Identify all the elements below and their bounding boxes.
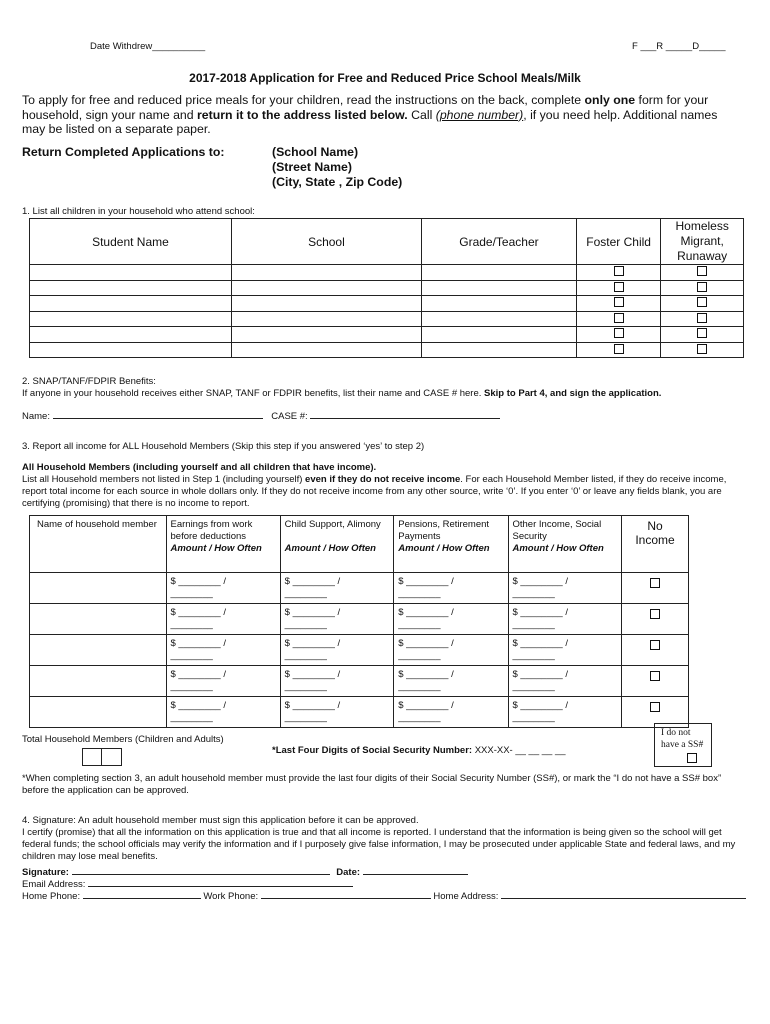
income-row (30, 604, 689, 635)
no-ssn-checkbox[interactable] (687, 753, 697, 763)
foster-child-checkbox[interactable] (614, 313, 624, 323)
col-student-name: Student Name (30, 219, 232, 265)
children-table-header (30, 219, 744, 265)
no-income-checkbox[interactable] (650, 702, 660, 712)
school-cell[interactable] (231, 296, 421, 312)
grade-teacher-cell[interactable] (421, 327, 576, 343)
frd-field[interactable]: F ___R _____D_____ (632, 41, 726, 52)
other-income-cell[interactable]: $ ________ / ________ (508, 604, 622, 635)
child-support-cell[interactable]: $ ________ / ________ (280, 697, 394, 728)
signature-row: Signature: Date: (22, 867, 468, 879)
student-name-cell[interactable] (30, 296, 232, 312)
col-no-income: No Income (622, 516, 689, 573)
certify-text: I certify (promise) that all the information on this application is true and that all income is reported. I understand that the information is being given so the school will get federal funds; the school officials may verify the information and if I purposely give false information, I may be prosecuted under applicable State and federal laws, and my children may lose meal benefits. (22, 827, 736, 862)
phone-number: (phone number) (435, 107, 524, 122)
ssn-row (272, 745, 566, 757)
no-income-cell (622, 604, 689, 635)
snap-name-row: Name: CASE #: (22, 411, 500, 423)
no-ssn-box: I do not have a SS# (654, 723, 712, 767)
other-income-cell[interactable]: $ ________ / ________ (508, 635, 622, 666)
child-support-cell[interactable]: $ ________ / ________ (280, 666, 394, 697)
foster-child-checkbox[interactable] (614, 344, 624, 354)
pensions-cell[interactable]: $ ________ / ________ (394, 635, 508, 666)
step3-instructions: List all Household members not listed in Step 1 (including yourself) even if they do not receive income. For each Household Member listed, if they do receive income, report total income for each source in whole dollars only. If they do not receive income from any other source, write ‘0’. If you enter ‘0’ or leave any fields blank, you are certifying (promising) that there is no income to report. (22, 474, 727, 509)
email-row: Email Address: (22, 879, 353, 891)
homeless-cell (661, 265, 744, 281)
date-input[interactable] (363, 874, 468, 875)
homeless-checkbox[interactable] (697, 282, 707, 292)
school-name: (School Name) (272, 145, 359, 159)
child-row (30, 280, 744, 296)
school-cell[interactable] (231, 342, 421, 358)
student-name-cell[interactable] (30, 342, 232, 358)
date-withdrew-field[interactable]: Date Withdrew__________ (90, 41, 206, 52)
income-row (30, 666, 689, 697)
child-row (30, 265, 744, 281)
earnings-cell[interactable]: $ ________ / ________ (166, 635, 280, 666)
child-support-cell[interactable]: $ ________ / ________ (280, 573, 394, 604)
pensions-cell[interactable]: $ ________ / ________ (394, 604, 508, 635)
return-address (272, 145, 402, 190)
child-support-cell[interactable]: $ ________ / ________ (280, 604, 394, 635)
household-member-name-cell[interactable] (30, 635, 167, 666)
earnings-cell[interactable]: $ ________ / ________ (166, 604, 280, 635)
col-other-income: Other Income, Social Security Amount / How Often (508, 516, 622, 573)
grade-teacher-cell[interactable] (421, 342, 576, 358)
no-income-checkbox[interactable] (650, 671, 660, 681)
household-member-name-cell[interactable] (30, 666, 167, 697)
earnings-cell[interactable]: $ ________ / ________ (166, 697, 280, 728)
student-name-cell[interactable] (30, 327, 232, 343)
intro-paragraph: To apply for free and reduced price meals for your children, read the instructions on the back, complete only one form for your household, sign your name and return it to the address listed below. Call (phone number), if you need help. Additional names may be listed on a separate paper. (22, 93, 718, 136)
school-cell[interactable] (231, 280, 421, 296)
foster-child-checkbox[interactable] (614, 297, 624, 307)
other-income-cell[interactable]: $ ________ / ________ (508, 697, 622, 728)
foster-child-checkbox[interactable] (614, 282, 624, 292)
home-phone-input[interactable] (83, 898, 201, 899)
col-earnings: Earnings from work before deductions Amount / How Often (166, 516, 280, 573)
col-homeless: Homeless Migrant, Runaway (661, 219, 744, 265)
no-income-checkbox[interactable] (650, 578, 660, 588)
snap-name-input[interactable] (53, 418, 263, 419)
foster-child-cell (576, 296, 660, 312)
income-table-header (30, 516, 689, 573)
form-title: 2017-2018 Application for Free and Reduced Price School Meals/Milk (189, 71, 581, 85)
phone-row: Home Phone: Work Phone: Home Address: (22, 891, 746, 903)
grade-teacher-cell[interactable] (421, 311, 576, 327)
homeless-cell (661, 342, 744, 358)
ssn-note: *When completing section 3, an adult household member must provide the last four digits of their Social Security Number (SS#), or mark the “I do not have a SS# box” before the application can be approved. (22, 773, 722, 796)
foster-child-checkbox[interactable] (614, 328, 624, 338)
step4-heading: 4. Signature: An adult household member must sign this application before it can be approved. (22, 815, 419, 826)
homeless-cell (661, 327, 744, 343)
work-phone-input[interactable] (261, 898, 431, 899)
grade-teacher-cell[interactable] (421, 265, 576, 281)
homeless-cell (661, 296, 744, 312)
foster-child-cell (576, 311, 660, 327)
child-support-cell[interactable]: $ ________ / ________ (280, 635, 394, 666)
grade-teacher-cell[interactable] (421, 296, 576, 312)
household-member-name-cell[interactable] (30, 697, 167, 728)
foster-child-cell (576, 342, 660, 358)
step3-heading: 3. Report all income for ALL Household Members (Skip this step if you answered ‘yes’ to step 2) (22, 441, 425, 452)
children-table (29, 218, 744, 358)
income-table (29, 515, 689, 728)
school-cell[interactable] (231, 327, 421, 343)
income-row (30, 697, 689, 728)
earnings-cell[interactable]: $ ________ / ________ (166, 573, 280, 604)
child-row (30, 296, 744, 312)
homeless-checkbox[interactable] (697, 266, 707, 276)
pensions-cell[interactable]: $ ________ / ________ (394, 573, 508, 604)
household-member-name-cell[interactable] (30, 604, 167, 635)
child-row (30, 311, 744, 327)
col-school: School (231, 219, 421, 265)
ssn-label: *Last Four Digits of Social Security Number: (272, 745, 473, 756)
case-number-input[interactable] (310, 418, 500, 419)
other-income-cell[interactable]: $ ________ / ________ (508, 573, 622, 604)
child-row (30, 342, 744, 358)
foster-child-cell (576, 265, 660, 281)
signature-input[interactable] (72, 874, 330, 875)
col-grade-teacher: Grade/Teacher (421, 219, 576, 265)
foster-child-checkbox[interactable] (614, 266, 624, 276)
homeless-cell (661, 311, 744, 327)
no-income-checkbox[interactable] (650, 640, 660, 650)
email-input[interactable] (88, 886, 353, 887)
student-name-cell[interactable] (30, 280, 232, 296)
student-name-cell[interactable] (30, 311, 232, 327)
ssn-input[interactable]: XXX-XX- __ __ __ __ (474, 745, 566, 756)
step3-subheading: All Household Members (including yourself and all children that have income). (22, 462, 377, 473)
step1-heading: 1. List all children in your household who attend school: (22, 206, 255, 217)
total-members-label: Total Household Members (Children and Adults) (22, 734, 224, 745)
income-row (30, 573, 689, 604)
homeless-checkbox[interactable] (697, 313, 707, 323)
homeless-checkbox[interactable] (697, 297, 707, 307)
return-label: Return Completed Applications to: (22, 145, 225, 159)
other-income-cell[interactable]: $ ________ / ________ (508, 666, 622, 697)
total-members-input[interactable] (82, 748, 122, 766)
pensions-cell[interactable]: $ ________ / ________ (394, 697, 508, 728)
no-income-checkbox[interactable] (650, 609, 660, 619)
earnings-cell[interactable]: $ ________ / ________ (166, 666, 280, 697)
income-row (30, 635, 689, 666)
city-state-zip: (City, State , Zip Code) (272, 175, 403, 189)
no-income-cell (622, 573, 689, 604)
student-name-cell[interactable] (30, 265, 232, 281)
homeless-cell (661, 280, 744, 296)
foster-child-cell (576, 280, 660, 296)
school-cell[interactable] (231, 265, 421, 281)
col-child-support: Child Support, Alimony Amount / How Often (280, 516, 394, 573)
homeless-checkbox[interactable] (697, 328, 707, 338)
school-cell[interactable] (231, 311, 421, 327)
col-foster-child: Foster Child (576, 219, 660, 265)
no-income-cell (622, 666, 689, 697)
step2-heading: 2. SNAP/TANF/FDPIR Benefits: (22, 376, 156, 387)
foster-child-cell (576, 327, 660, 343)
street-name: (Street Name) (272, 160, 352, 174)
home-address-input[interactable] (501, 898, 746, 899)
step2-text: If anyone in your household receives either SNAP, TANF or FDPIR benefits, list their name and CASE # here. Skip to Part 4, and sign the application. (22, 388, 662, 399)
child-row (30, 327, 744, 343)
col-pensions: Pensions, Retirement Payments Amount / How Often (394, 516, 508, 573)
no-income-cell (622, 635, 689, 666)
homeless-checkbox[interactable] (697, 344, 707, 354)
pensions-cell[interactable]: $ ________ / ________ (394, 666, 508, 697)
grade-teacher-cell[interactable] (421, 280, 576, 296)
col-household-member: Name of household member (30, 516, 167, 573)
household-member-name-cell[interactable] (30, 573, 167, 604)
